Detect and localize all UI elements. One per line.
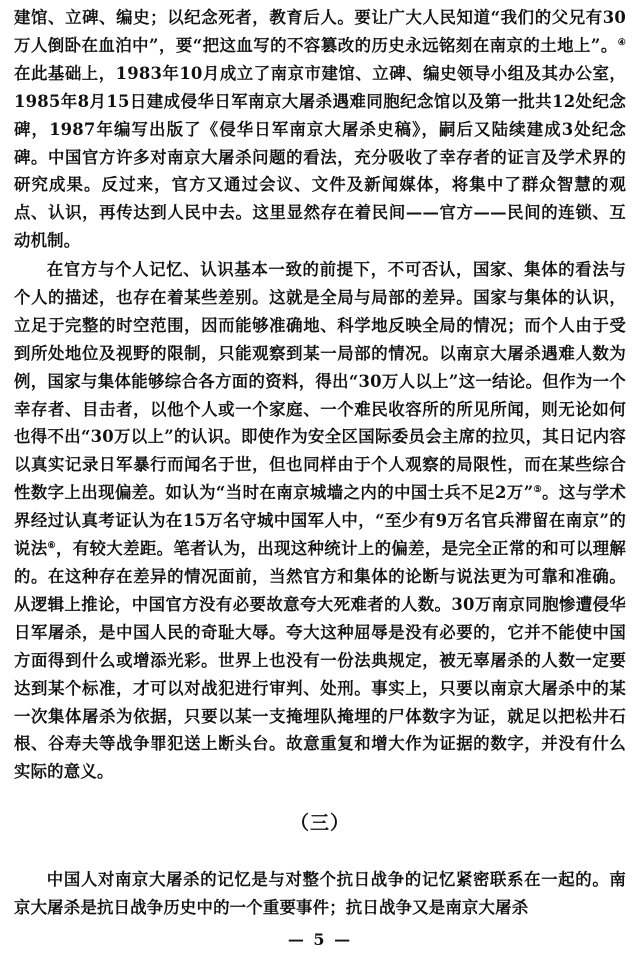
- paragraph-2-part-2: 。这与学术界经过认真考证认为在15万名守城中国军人中，“至少有9万名官兵滞留在南京”的说法: [14, 483, 626, 559]
- section-heading: （三）: [289, 812, 350, 834]
- page-number: — 5 —: [287, 930, 353, 949]
- paragraph-2-part-1: 在官方与个人记忆、认识基本一致的前提下，不可否认，国家、集体的看法与个人的描述，也存在着某些差别。这就是全局与局部的差异。国家与集体的认识，立足于完整的时空范围，因而能够准确地、科学地反映全局的情况；而个人由于受到所处地位及视野的限制，只能观察到某一局部的情况。以南京大屠杀遇难人数为例，国家与集体能够综合各方面的资料，得出“30万人以上”这一结论。但作为一个幸存者、目击者，以他个人或一个家庭、一个难民收容所的所见所闻，则无论如何也得不出“30万以上”的认识。即使作为安全区国际委员会主席的拉贝，其日记内容以真实记录日军暴行而闻名于世，但也同样由于个人观察的局限性，而在某些综合性数字上出现偏差。如认为“当时在南京城墙之内的中国士兵不足2万”: [14, 260, 626, 503]
- paragraph-1-text: [14, 4, 626, 255]
- footnote-marker-6: ⑥: [47, 541, 56, 552]
- paragraph-3: [14, 866, 626, 922]
- footnote-marker-5: ⑤: [533, 485, 543, 496]
- footnote-marker-4: ④: [617, 37, 626, 48]
- paragraph-3-text: 中国人对南京大屠杀的记忆是与对整个抗日战争的记忆紧密联系在一起的。南京大屠杀是抗日战争历史中的一个重要事件；抗日战争又是南京大屠杀: [14, 870, 626, 917]
- paragraph-1-part-2: 在此基础上，1983年10月成立了南京市建馆、立碑、编史领导小组及其办公室，1985年8月15日建成侵华日军南京大屠杀遇难同胞纪念馆以及第一批共12处纪念碑，1987年编写出版了《侵华日军南京大屠杀史稿》，嗣后又陆续建成3处纪念碑。中国官方许多对南京大屠杀问题的看法，充分吸收了幸存者的证言及学术界的研究成果。反过来，官方又通过会议、文件及新闻媒体，将集中了群众智慧的观点、认识，再传达到人民中去。这里显然存在着民间——官方——民间的连锁、互动机制。: [14, 63, 626, 251]
- paragraph-1-part-1: 建馆、立碑、编史；以纪念死者，教育后人。要让广大人民知道“我们的父兄有30万人倒卧在血泊中”，要“把这血写的不容篡改的历史永远铭刻在南京的土地上”。: [14, 8, 626, 55]
- paragraph-2-text: [14, 256, 626, 786]
- paragraph-2: [14, 256, 626, 786]
- paragraph-1: [14, 4, 626, 255]
- paragraph-2-part-3: ，有较大差距。笔者认为，出现这种统计上的偏差，是完全正常的和可以理解的。在这种存在差异的情况面前，当然官方和集体的论断与说法更为可靠和准确。从逻辑上推论，中国官方没有必要故意夸大死难者的人数。30万南京同胞惨遭侵华日军屠杀，是中国人民的奇耻大辱。夸大这种屈辱是没有必要的，它并不能使中国方面得到什么或增添光彩。世界上也没有一份法典规定，被无辜屠杀的人数一定要达到某个标准，才可以对战犯进行审判、处刑。事实上，只要以南京大屠杀中的某一次集体屠杀为依据，只要以某一支掩埋队掩埋的尸体数字为证，就足以把松井石根、谷寿夫等战争罪犯送上断头台。故意重复和增大作为证据的数字，并没有什么实际的意义。: [14, 539, 626, 782]
